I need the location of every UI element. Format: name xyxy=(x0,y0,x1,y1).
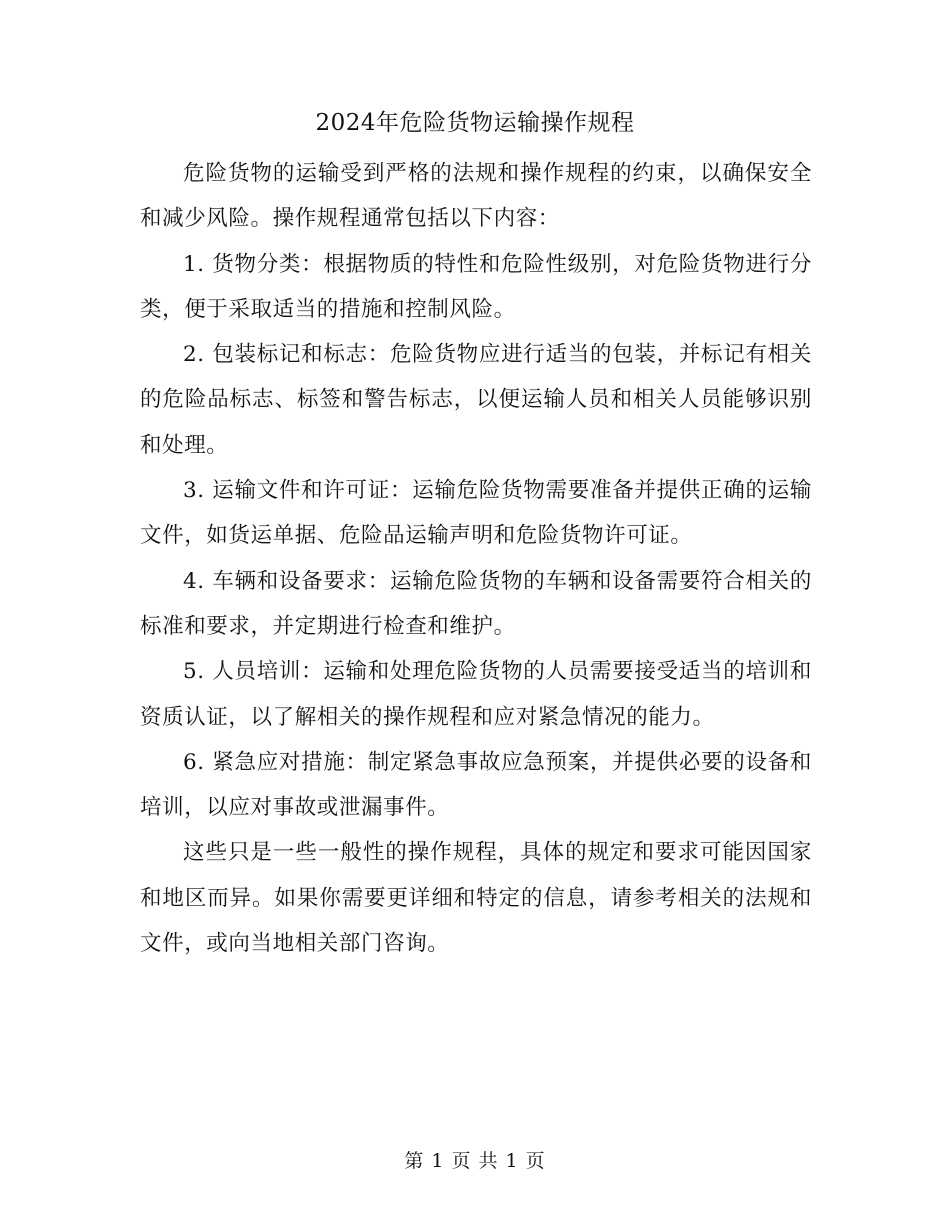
page-footer xyxy=(0,1146,950,1176)
paragraph-item-3: 3. 运输文件和许可证：运输危险货物需要准备并提供正确的运输文件，如货运单据、危险品运输声明和危险货物许可证。 xyxy=(140,478,812,549)
paragraph-item-4: 4. 车辆和设备要求：运输危险货物的车辆和设备需要符合相关的标准和要求，并定期进行检查和维护。 xyxy=(140,568,812,639)
page-number-label: 第 1 页 共 1 页 xyxy=(404,1150,546,1172)
paragraph-item-5: 5. 人员培训：运输和处理危险货物的人员需要接受适当的培训和资质认证，以了解相关的操作规程和应对紧急情况的能力。 xyxy=(140,659,812,730)
paragraph-conclusion: 这些只是一些一般性的操作规程，具体的规定和要求可能因国家和地区而异。如果你需要更详细和特定的信息，请参考相关的法规和文件，或向当地相关部门咨询。 xyxy=(140,840,812,957)
paragraph-item-1: 1. 货物分类：根据物质的特性和危险性级别，对危险货物进行分类，便于采取适当的措施和控制风险。 xyxy=(140,251,812,322)
paragraph-item-2: 2. 包装标记和标志：危险货物应进行适当的包装，并标记有相关的危险品标志、标签和警告标志，以便运输人员和相关人员能够识别和处理。 xyxy=(140,342,812,458)
paragraph-item-6: 6. 紧急应对措施：制定紧急事故应急预案，并提供必要的设备和培训，以应对事故或泄漏事件。 xyxy=(140,749,812,821)
document-title: 2024年危险货物运输操作规程 xyxy=(315,110,635,136)
paragraph-intro: 危险货物的运输受到严格的法规和操作规程的约束，以确保安全和减少风险。操作规程通常包括以下内容： xyxy=(140,161,812,232)
document-body xyxy=(140,151,812,966)
